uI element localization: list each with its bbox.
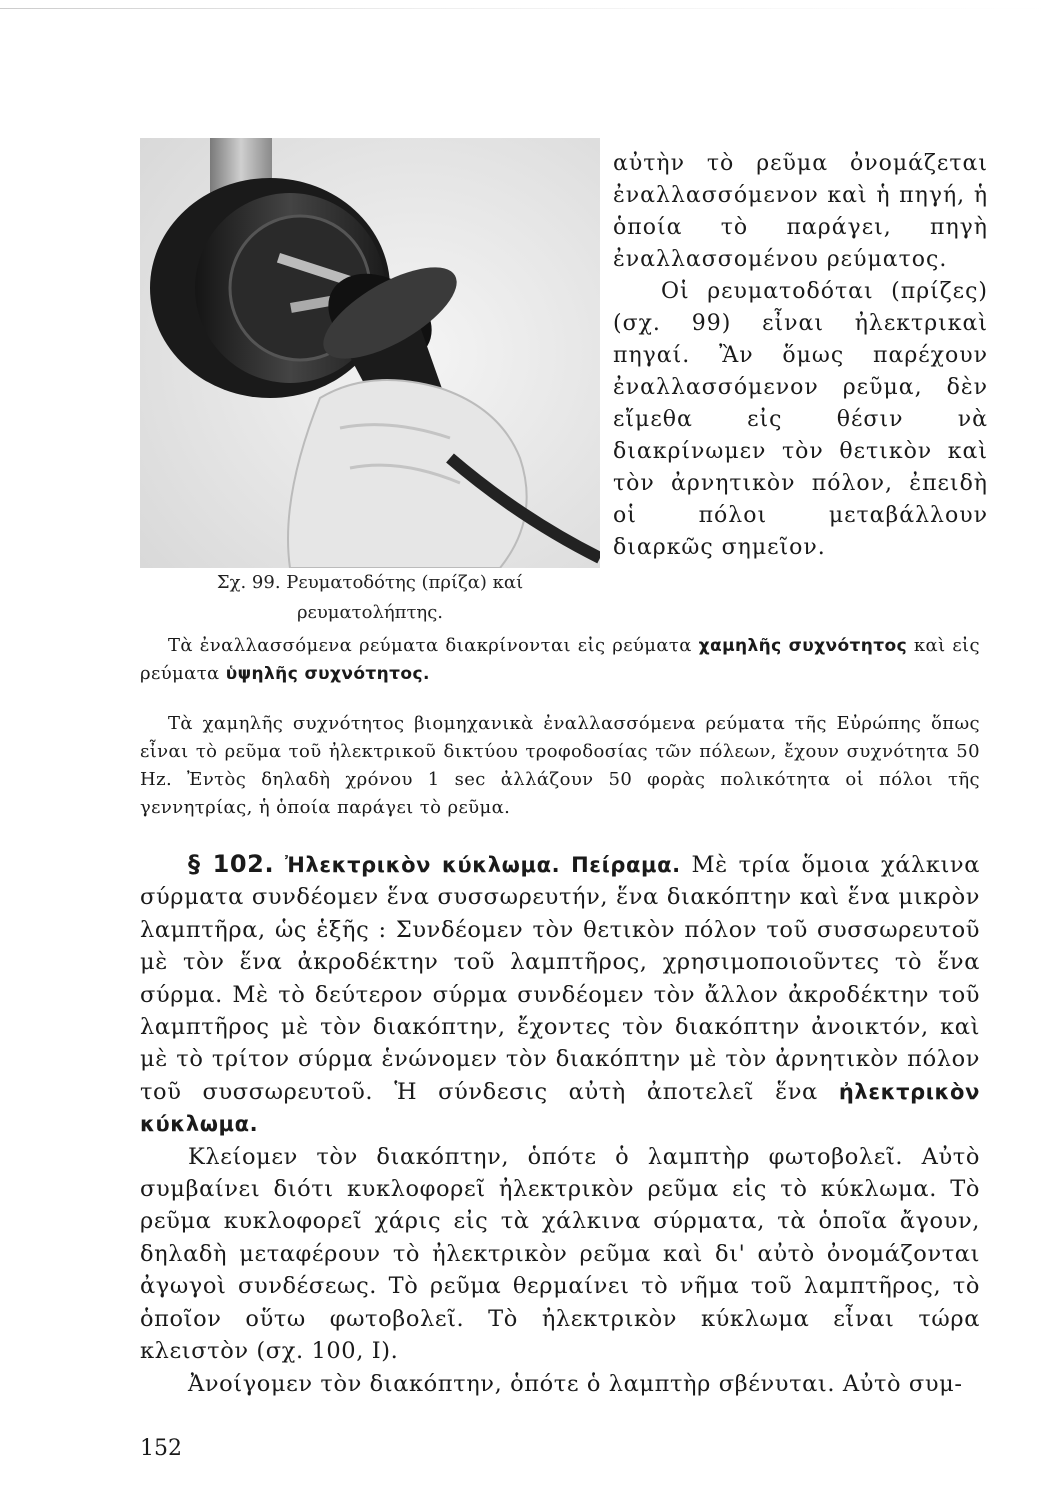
top-edge-line — [0, 8, 1053, 9]
figure-caption — [140, 568, 600, 628]
section-102 — [140, 848, 980, 1400]
caption-line-1: Σχ. 99. Ρευματοδότης (πρίζα) καί — [216, 572, 524, 593]
high-frequency-term: ὑψηλῆς συχνότητος. — [225, 664, 430, 684]
page-number: 152 — [140, 1436, 182, 1461]
section-number: § 102. — [188, 850, 275, 878]
right-column-paragraph-1: αὐτὴν τὸ ρεῦμα ὀνομάζεται ἐναλλασσόμενον καὶ ἡ πηγή, ἡ ὁποία τὸ παράγει, πηγὴ ἐναλλασσομένου ρεύματος. — [613, 151, 988, 272]
right-column-text — [613, 148, 988, 564]
right-column-paragraph-2: Οἱ ρευματοδόται (πρίζες) (σχ. 99) εἶναι ἠλεκτρικαὶ πηγαί. Ἂν ὅμως παρέχουν ἐναλλασσόμενον ρεῦμα, δὲν εἴμεθα εἰς θέσιν νὰ διακρίνωμεν τὸν θετικὸν καὶ τὸν ἀρνητικὸν πόλον, ἐπειδὴ οἱ πόλοι μεταβάλλουν διαρκῶς σημεῖον. — [613, 279, 988, 560]
frequency-intro-mid: καὶ εἰς ρεύματα — [140, 635, 980, 684]
frequency-intro-text: Τὰ ἐναλλασσόμενα ρεύματα διακρίνονται εἰς ρεύματα — [168, 635, 699, 656]
electric-circuit-term: ἠλεκτρικὸν κύκλωμα. — [140, 1079, 980, 1137]
frequency-detail — [140, 710, 980, 822]
section-102-paragraph-2: Κλείομεν τὸν διακόπτην, ὁπότε ὁ λαμπτὴρ φωτοβολεῖ. Αὐτὸ συμβαίνει διότι κυκλοφορεῖ ἠλεκτρικὸν ρεῦμα εἰς τὸ κύκλωμα. Τὸ ρεῦμα κυκλοφορεῖ χάρις εἰς τὰ χάλκινα σύρματα, τὰ ὁποῖα ἄγουν, δηλαδὴ μεταφέρουν τὸ ἠλεκτρικὸν ρεῦμα καὶ δι' αὐτὸ ὀνομάζονται ἀγωγοὶ συνδέσεως. Τὸ ρεῦμα θερμαίνει τὸ νῆμα τοῦ λαμπτῆρος, τὸ ὁποῖον οὕτω φωτοβολεῖ. Τὸ ἠλεκτρικὸν κύκλωμα εἶναι τώρα κλειστὸν (σχ. 100, I). — [140, 1143, 980, 1365]
frequency-detail-paragraph: Τὰ χαμηλῆς συχνότητος βιομηχανικὰ ἐναλλασσόμενα ρεύματα τῆς Εὐρώπης ὅπως εἶναι τὸ ρεῦμα τοῦ ἠλεκτρικοῦ δικτύου τροφοδοσίας τῶν πόλεων, ἔχουν συχνότητα 50 Hz. Ἐντὸς δηλαδὴ χρόνου 1 sec ἀλλάζουν 50 φορὰς πολικότητα οἱ πόλοι τῆς γεννητρίας, ἡ ὁποία παράγει τὸ ρεῦμα. — [140, 713, 980, 818]
socket-plug-photo — [140, 138, 600, 568]
section-heading: Ἠλεκτρικὸν κύκλωμα. Πείραμα. — [285, 853, 681, 877]
caption-line-2: ρευματολήπτης. — [296, 602, 444, 623]
frequency-intro — [140, 632, 980, 688]
frequency-intro-paragraph — [140, 632, 980, 688]
low-frequency-term: χαμηλῆς συχνότητος — [698, 636, 908, 656]
section-102-paragraph-1 — [140, 848, 980, 1141]
section-paragraph-1-text: Μὲ τρία ὅμοια χάλκινα σύρματα συνδέομεν ἕνα συσσωρευτήν, ἕνα διακόπτην καὶ ἕνα μικρὸν λαμπτῆρα, ὡς ἑξῆς : Συνδέομεν τὸν θετικὸν πόλον τοῦ συσσωρευτοῦ μὲ τὸν ἕνα ἀκροδέκτην τοῦ λαμπτῆρος, χρησιμοποιοῦντες τὸ ἕνα σύρμα. Μὲ τὸ δεύτερον σύρμα συνδέομεν τὸν ἄλλον ἀκροδέκτην τοῦ λαμπτῆρος μὲ τὸν διακόπτην, ἔχοντες τὸν διακόπτην ἀνοικτόν, καὶ μὲ τὸ τρίτον σύρμα ἑνώνομεν τὸν διακόπτην μὲ τὸν ἀρνητικὸν πόλον τοῦ συσσωρευτοῦ. Ἡ σύνδεσις αὐτὴ ἀποτελεῖ ἕνα — [140, 852, 981, 1105]
figure-99-photo — [140, 138, 600, 568]
section-102-paragraph-3: Ἀνοίγομεν τὸν διακόπτην, ὁπότε ὁ λαμπτὴρ σβένυται. Αὐτὸ συμ- — [188, 1370, 963, 1397]
